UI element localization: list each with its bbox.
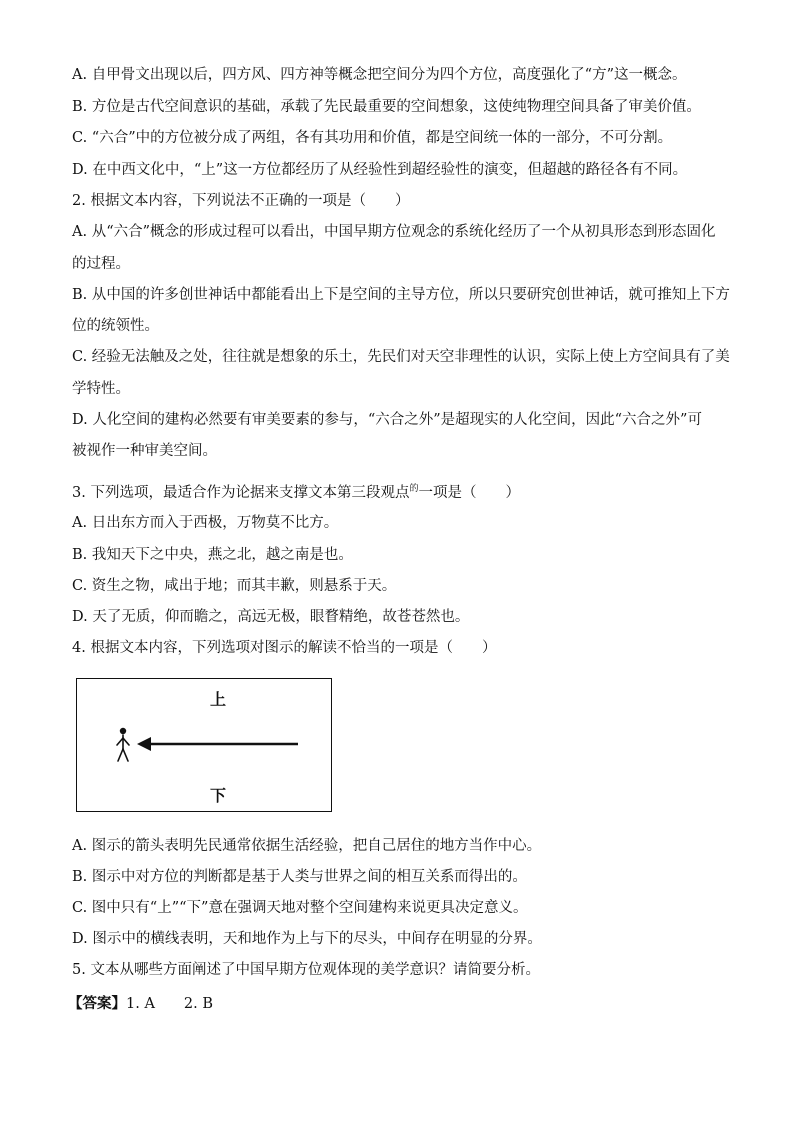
q4-option-a: A. 图示的箭头表明先民通常依据生活经验，把自己居住的地方当作中心。 xyxy=(72,838,542,854)
q3-stem-post: 一项是（ ） xyxy=(418,485,520,501)
person-icon xyxy=(117,728,129,761)
answer-text: 1. A 2. B xyxy=(126,996,214,1012)
q2-option-b-line2: 位的统领性。 xyxy=(72,318,159,334)
figure-label-down: 下 xyxy=(210,786,227,805)
q2-option-d-line1: D. 人化空间的建构必然要有审美要素的参与，“六合之外”是超现实的人化空间，因此“六合之外”可 xyxy=(72,412,702,428)
q3-option-d: D. 天了无质，仰而瞻之，高远无极，眼瞀精绝，故苍苍然也。 xyxy=(72,609,470,625)
answer-line xyxy=(68,994,213,1014)
q3-option-a: A. 日出东方而入于西极，万物莫不比方。 xyxy=(72,515,339,531)
figure-label-up: 上 xyxy=(210,690,227,709)
q2-option-c-line1: C. 经验无法触及之处，往往就是想象的乐土，先民们对天空非理性的认识，实际上使上方空间具有了美 xyxy=(72,349,730,365)
q4-option-d: D. 图示中的横线表明，天和地作为上与下的尽头，中间存在明显的分界。 xyxy=(72,931,542,947)
person-arrow-diagram xyxy=(77,679,333,813)
q2-stem: 2. 根据文本内容，下列说法不正确的一项是（ ） xyxy=(72,193,410,209)
q1-option-b: B. 方位是古代空间意识的基础，承载了先民最重要的空间想象，这使纯物理空间具备了审美价值。 xyxy=(72,99,701,115)
q1-option-c: C. “六合”中的方位被分成了两组，各有其功用和价值，都是空间统一体的一部分，不可分割。 xyxy=(72,130,673,146)
q2-option-c-line2: 学特性。 xyxy=(72,381,130,397)
q2-option-b-line1: B. 从中国的许多创世神话中都能看出上下是空间的主导方位，所以只要研究创世神话，就可推知上下方 xyxy=(72,287,730,303)
q2-option-a-line2: 的过程。 xyxy=(72,256,130,272)
q3-stem xyxy=(72,479,520,503)
q3-option-c: C. 资生之物，咸出于地；而其丰歉，则悬系于天。 xyxy=(72,578,397,594)
q2-option-d-line2: 被视作一种审美空间。 xyxy=(72,443,217,459)
arrow-icon xyxy=(137,737,298,751)
q3-stem-sup: 的 xyxy=(409,484,419,494)
answer-label: 【答案】 xyxy=(68,995,126,1012)
q4-option-c: C. 图中只有“上”“下”意在强调天地对整个空间建构来说更具决定意义。 xyxy=(72,900,528,916)
q1-option-a: A. 自甲骨文出现以后，四方风、四方神等概念把空间分为四个方位，高度强化了“方”这一概念。 xyxy=(72,67,687,83)
q1-option-d: D. 在中西文化中，“上”这一方位都经历了从经验性到超经验性的演变，但超越的路径各有不同。 xyxy=(72,162,688,178)
direction-figure xyxy=(76,678,332,812)
q3-option-b: B. 我知天下之中央，燕之北，越之南是也。 xyxy=(72,547,353,563)
q2-option-a-line1: A. 从“六合”概念的形成过程可以看出，中国早期方位观念的系统化经历了一个从初具形态到形态固化 xyxy=(72,224,716,240)
q5-stem: 5. 文本从哪些方面阐述了中国早期方位观体现的美学意识？请简要分析。 xyxy=(72,962,540,978)
q3-stem-pre: 3. 下列选项，最适合作为论据来支撑文本第三段观点 xyxy=(72,485,410,501)
q4-option-b: B. 图示中对方位的判断都是基于人类与世界之间的相互关系而得出的。 xyxy=(72,869,527,885)
q4-stem: 4. 根据文本内容，下列选项对图示的解读不恰当的一项是（ ） xyxy=(72,640,497,656)
